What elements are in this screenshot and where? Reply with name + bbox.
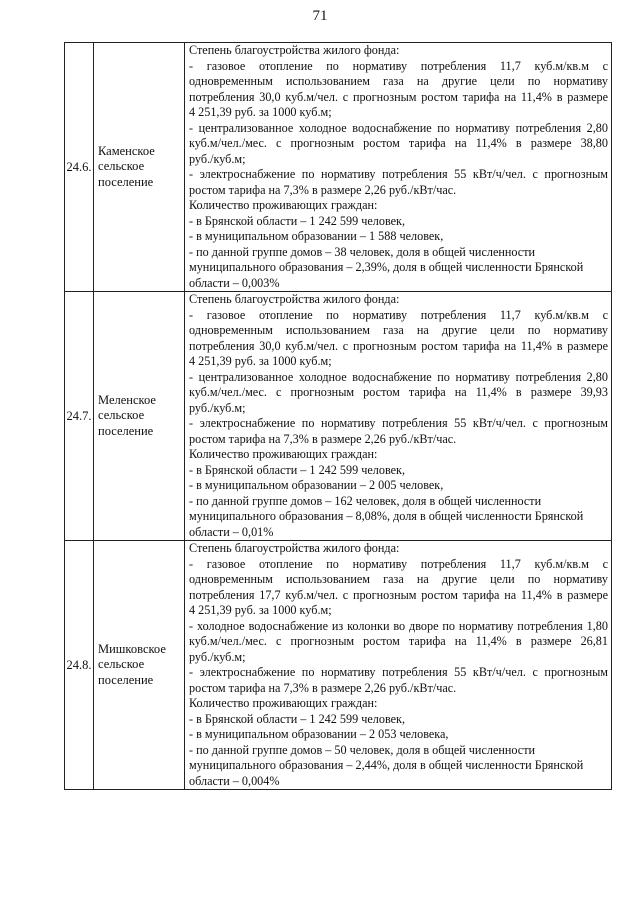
description-line: - газовое отопление по нормативу потребления 11,7 куб.м/кв.м с — [189, 556, 608, 571]
description-line: одновременным использованием газа на другие цели по нормативу — [189, 74, 608, 88]
description-line: области – 0,003% — [189, 275, 280, 290]
settlements-table — [64, 42, 612, 790]
settlement-name-line: поселение — [98, 174, 154, 189]
settlement-name-line: Меленское — [98, 392, 156, 407]
description-line: - холодное водоснабжение из колонки во дворе по нормативу потребления 1,80 — [189, 618, 608, 633]
table-row — [65, 43, 612, 292]
description-line: - по данной группе домов – 162 человек, доля в общей численности — [189, 493, 542, 508]
housing-description — [185, 541, 612, 790]
description-line: ростом тарифа на 7,3% в размере 2,26 руб./кВт/час. — [189, 431, 457, 446]
settlement-name — [94, 541, 185, 790]
description-line: муниципального образования – 2,44%, доля в общей численности Брянской — [189, 758, 584, 772]
description-line: области – 0,004% — [189, 773, 280, 788]
description-line: Количество проживающих граждан: — [189, 198, 378, 212]
description-line: руб./куб.м; — [189, 400, 246, 415]
description-line: - в Брянской области – 1 242 599 человек, — [189, 213, 405, 228]
settlement-name — [94, 292, 185, 541]
description-line: одновременным использованием газа на другие цели по нормативу — [189, 323, 608, 337]
description-line: - электроснабжение по нормативу потребления 55 кВт/ч/чел. с прогнозным — [189, 416, 608, 430]
description-line: Степень благоустройства жилого фонда: — [189, 43, 400, 57]
description-line: - в муниципальном образовании – 2 053 человека, — [189, 727, 449, 741]
housing-description — [185, 292, 612, 541]
description-line: Степень благоустройства жилого фонда: — [189, 541, 400, 555]
description-line: ростом тарифа на 7,3% в размере 2,26 руб./кВт/час. — [189, 680, 457, 695]
description-line: куб.м/чел./мес. с прогнозным ростом тарифа на 11,4% в размере 39,93 — [189, 385, 608, 399]
description-line: муниципального образования – 2,39%, доля в общей численности Брянской — [189, 260, 584, 274]
settlement-name-line: Каменское — [98, 143, 155, 158]
settlement-name-line: Мишковское — [98, 641, 166, 656]
row-number: 24.8. — [65, 541, 94, 790]
description-line: одновременным использованием газа на другие цели по нормативу — [189, 572, 608, 586]
row-number: 24.6. — [65, 43, 94, 292]
settlement-name-line: сельское — [98, 657, 145, 672]
description-line: - в муниципальном образовании – 1 588 человек, — [189, 229, 444, 243]
description-line: - газовое отопление по нормативу потребления 11,7 куб.м/кв.м с — [189, 58, 608, 73]
description-line: куб.м/чел./мес. с прогнозным ростом тарифа на 11,4% в размере 38,80 — [189, 136, 608, 150]
description-line: ростом тарифа на 7,3% в размере 2,26 руб./кВт/час. — [189, 182, 457, 197]
description-line: области – 0,01% — [189, 524, 274, 539]
table-row — [65, 292, 612, 541]
settlement-name — [94, 43, 185, 292]
table-row — [65, 541, 612, 790]
description-line: - централизованное холодное водоснабжение по нормативу потребления 2,80 — [189, 369, 608, 384]
description-line: руб./куб.м; — [189, 649, 246, 664]
description-line: потребления 30,0 куб.м/чел. с прогнозным ростом тарифа на 11,4% в размере — [189, 89, 608, 104]
description-line: - газовое отопление по нормативу потребления 11,7 куб.м/кв.м с — [189, 307, 608, 322]
description-line: - электроснабжение по нормативу потребления 55 кВт/ч/чел. с прогнозным — [189, 665, 608, 679]
description-line: - в Брянской области – 1 242 599 человек, — [189, 711, 405, 726]
description-line: 4 251,39 руб. за 1000 куб.м; — [189, 105, 332, 119]
settlement-name-line: сельское — [98, 408, 145, 423]
description-line: 4 251,39 руб. за 1000 куб.м; — [189, 603, 332, 617]
table-body — [65, 43, 612, 790]
settlement-name-line: поселение — [98, 423, 154, 438]
description-line: 4 251,39 руб. за 1000 куб.м; — [189, 354, 332, 368]
description-line: руб./куб.м; — [189, 151, 246, 166]
description-line: Количество проживающих граждан: — [189, 447, 378, 461]
description-line: - по данной группе домов – 50 человек, доля в общей численности — [189, 742, 536, 757]
description-line: куб.м/чел./мес. с прогнозным ростом тарифа на 11,4% в размере 26,81 — [189, 634, 608, 648]
row-number: 24.7. — [65, 292, 94, 541]
settlement-name-line: поселение — [98, 672, 154, 687]
description-line: Степень благоустройства жилого фонда: — [189, 292, 400, 306]
description-line: потребления 17,7 куб.м/чел. с прогнозным ростом тарифа на 11,4% в размере — [189, 587, 608, 602]
page-number: 71 — [312, 8, 328, 24]
housing-description — [185, 43, 612, 292]
description-line: муниципального образования – 8,08%, доля в общей численности Брянской — [189, 509, 584, 523]
description-line: Количество проживающих граждан: — [189, 696, 378, 710]
description-line: - электроснабжение по нормативу потребления 55 кВт/ч/чел. с прогнозным — [189, 167, 608, 181]
description-line: - централизованное холодное водоснабжение по нормативу потребления 2,80 — [189, 120, 608, 135]
description-line: потребления 30,0 куб.м/чел. с прогнозным ростом тарифа на 11,4% в размере — [189, 338, 608, 353]
description-line: - в муниципальном образовании – 2 005 человек, — [189, 478, 444, 492]
description-line: - по данной группе домов – 38 человек, доля в общей численности — [189, 244, 536, 259]
settlement-name-line: сельское — [98, 159, 145, 174]
description-line: - в Брянской области – 1 242 599 человек, — [189, 462, 405, 477]
